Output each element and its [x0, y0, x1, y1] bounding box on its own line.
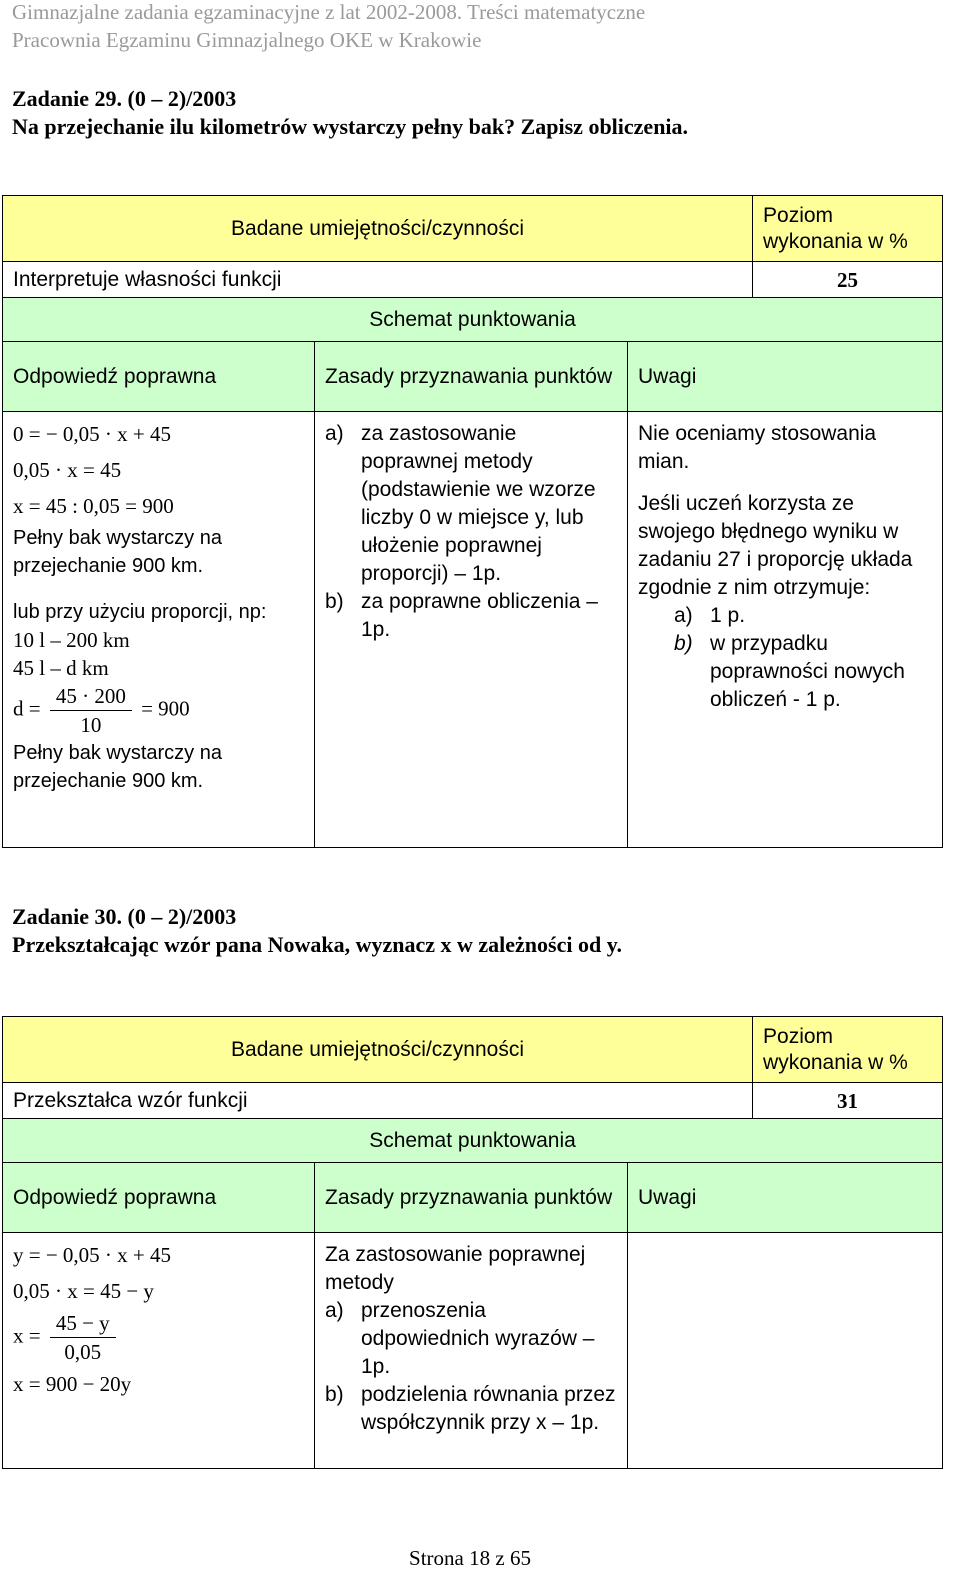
task29-title: Zadanie 29. (0 – 2)/2003	[12, 86, 237, 111]
header-line-2: Pracownia Egzaminu Gimnazjalnego OKE w Krakowie	[12, 28, 482, 52]
note-item: b) w przypadku poprawności nowych obliczeń - 1 p.	[674, 632, 905, 711]
task29-question: Na przejechanie ilu kilometrów wystarczy pełny bak? Zapisz obliczenia.	[12, 114, 689, 139]
note-item: a) 1 p.	[674, 604, 746, 627]
skills-header: Badane umiejętności/czynności	[3, 196, 753, 262]
skill-cell: Przekształca wzór funkcji	[3, 1083, 753, 1119]
fraction-equation: d = $\frac{45 \cdot 200}{10}$ = 900	[13, 684, 190, 737]
skill-cell: Interpretuje własności funkcji	[3, 262, 753, 298]
fraction-equation: x = $\frac{45 - y}{0,05}$	[13, 1309, 304, 1366]
proportion-line: 45 l – d km	[13, 656, 109, 680]
fraction-denominator: 10	[80, 713, 102, 737]
col-notes-header: Uwagi	[628, 1163, 943, 1233]
equation: y = − 0,05 · x + 45	[13, 1243, 172, 1267]
equation: x = 900 − 20y	[13, 1372, 132, 1396]
task30-title: Zadanie 30. (0 – 2)/2003	[12, 904, 237, 929]
level-cell: 31	[753, 1083, 943, 1119]
rule-item: b) podzielenia równania przez współczynnik przy x – 1p.	[325, 1383, 616, 1434]
task29-table	[2, 195, 943, 848]
page-footer: Strona 18 z 65	[409, 1546, 531, 1570]
scheme-header: Schemat punktowania	[3, 1119, 943, 1163]
col-answer-header: Odpowiedź poprawna	[3, 1163, 315, 1233]
task30-table	[2, 1016, 943, 1469]
answer-cell	[3, 412, 315, 848]
rule-item: a) za zastosowanie poprawnej metody (podstawienie we wzorze liczby 0 w miejsce y, lub ułożenie poprawnej proporcji) – 1p.	[325, 422, 596, 585]
answer-text: lub przy użyciu proporcji, np:	[13, 601, 267, 623]
col-answer-header: Odpowiedź poprawna	[3, 342, 315, 412]
proportion-line: 10 l – 200 km	[13, 628, 130, 652]
equation: 0,05 · x = 45	[13, 458, 122, 482]
fraction-denominator: 0,05	[64, 1340, 102, 1364]
col-rules-header: Zasady przyznawania punktów	[315, 1163, 628, 1233]
notes-cell: Nie oceniamy stosowania mian. Jeśli uczeń korzysta ze swojego błędnego wyniku w zadaniu 27 i proporcję układa zgodnie z nim otrzymuje: a) 1 p. b) w przypadku poprawności nowych obliczeń - 1 p.	[628, 412, 943, 848]
rules-cell: Za zastosowanie poprawnej metody a) przenoszenia odpowiednich wyrazów – 1p. b) podzielenia równania przez współczynnik przy x – 1p.	[315, 1233, 628, 1469]
level-cell: 25	[753, 262, 943, 298]
skills-header: Badane umiejętności/czynności	[3, 1017, 753, 1083]
fraction-numerator: 45 · 200	[50, 682, 132, 711]
answer-cell	[3, 1233, 315, 1469]
level-header: Poziom wykonania w %	[753, 196, 943, 262]
equation: 0 = − 0,05 · x + 45	[13, 422, 172, 446]
col-rules-header: Zasady przyznawania punktów	[315, 342, 628, 412]
rule-item: a) przenoszenia odpowiednich wyrazów – 1p.	[325, 1299, 595, 1378]
answer-text: Pełny bak wystarczy na przejechanie 900 km.	[13, 527, 222, 577]
fraction-numerator: 45 − y	[50, 1309, 116, 1338]
equation: 0,05 · x = 45 − y	[13, 1279, 154, 1303]
scheme-header: Schemat punktowania	[3, 298, 943, 342]
notes-cell	[628, 1233, 943, 1469]
level-header: Poziom wykonania w %	[753, 1017, 943, 1083]
header-line-1: Gimnazjalne zadania egzaminacyjne z lat 2002-2008. Treści matematyczne	[12, 0, 646, 24]
task30-question: Przekształcając wzór pana Nowaka, wyznacz x w zależności od y.	[12, 932, 622, 957]
rules-cell	[315, 412, 628, 848]
equation: x = 45 : 0,05 = 900	[13, 494, 174, 518]
col-notes-header: Uwagi	[628, 342, 943, 412]
rule-item: b) za poprawne obliczenia – 1p.	[325, 590, 598, 641]
answer-text: Pełny bak wystarczy na przejechanie 900 km.	[13, 742, 222, 792]
